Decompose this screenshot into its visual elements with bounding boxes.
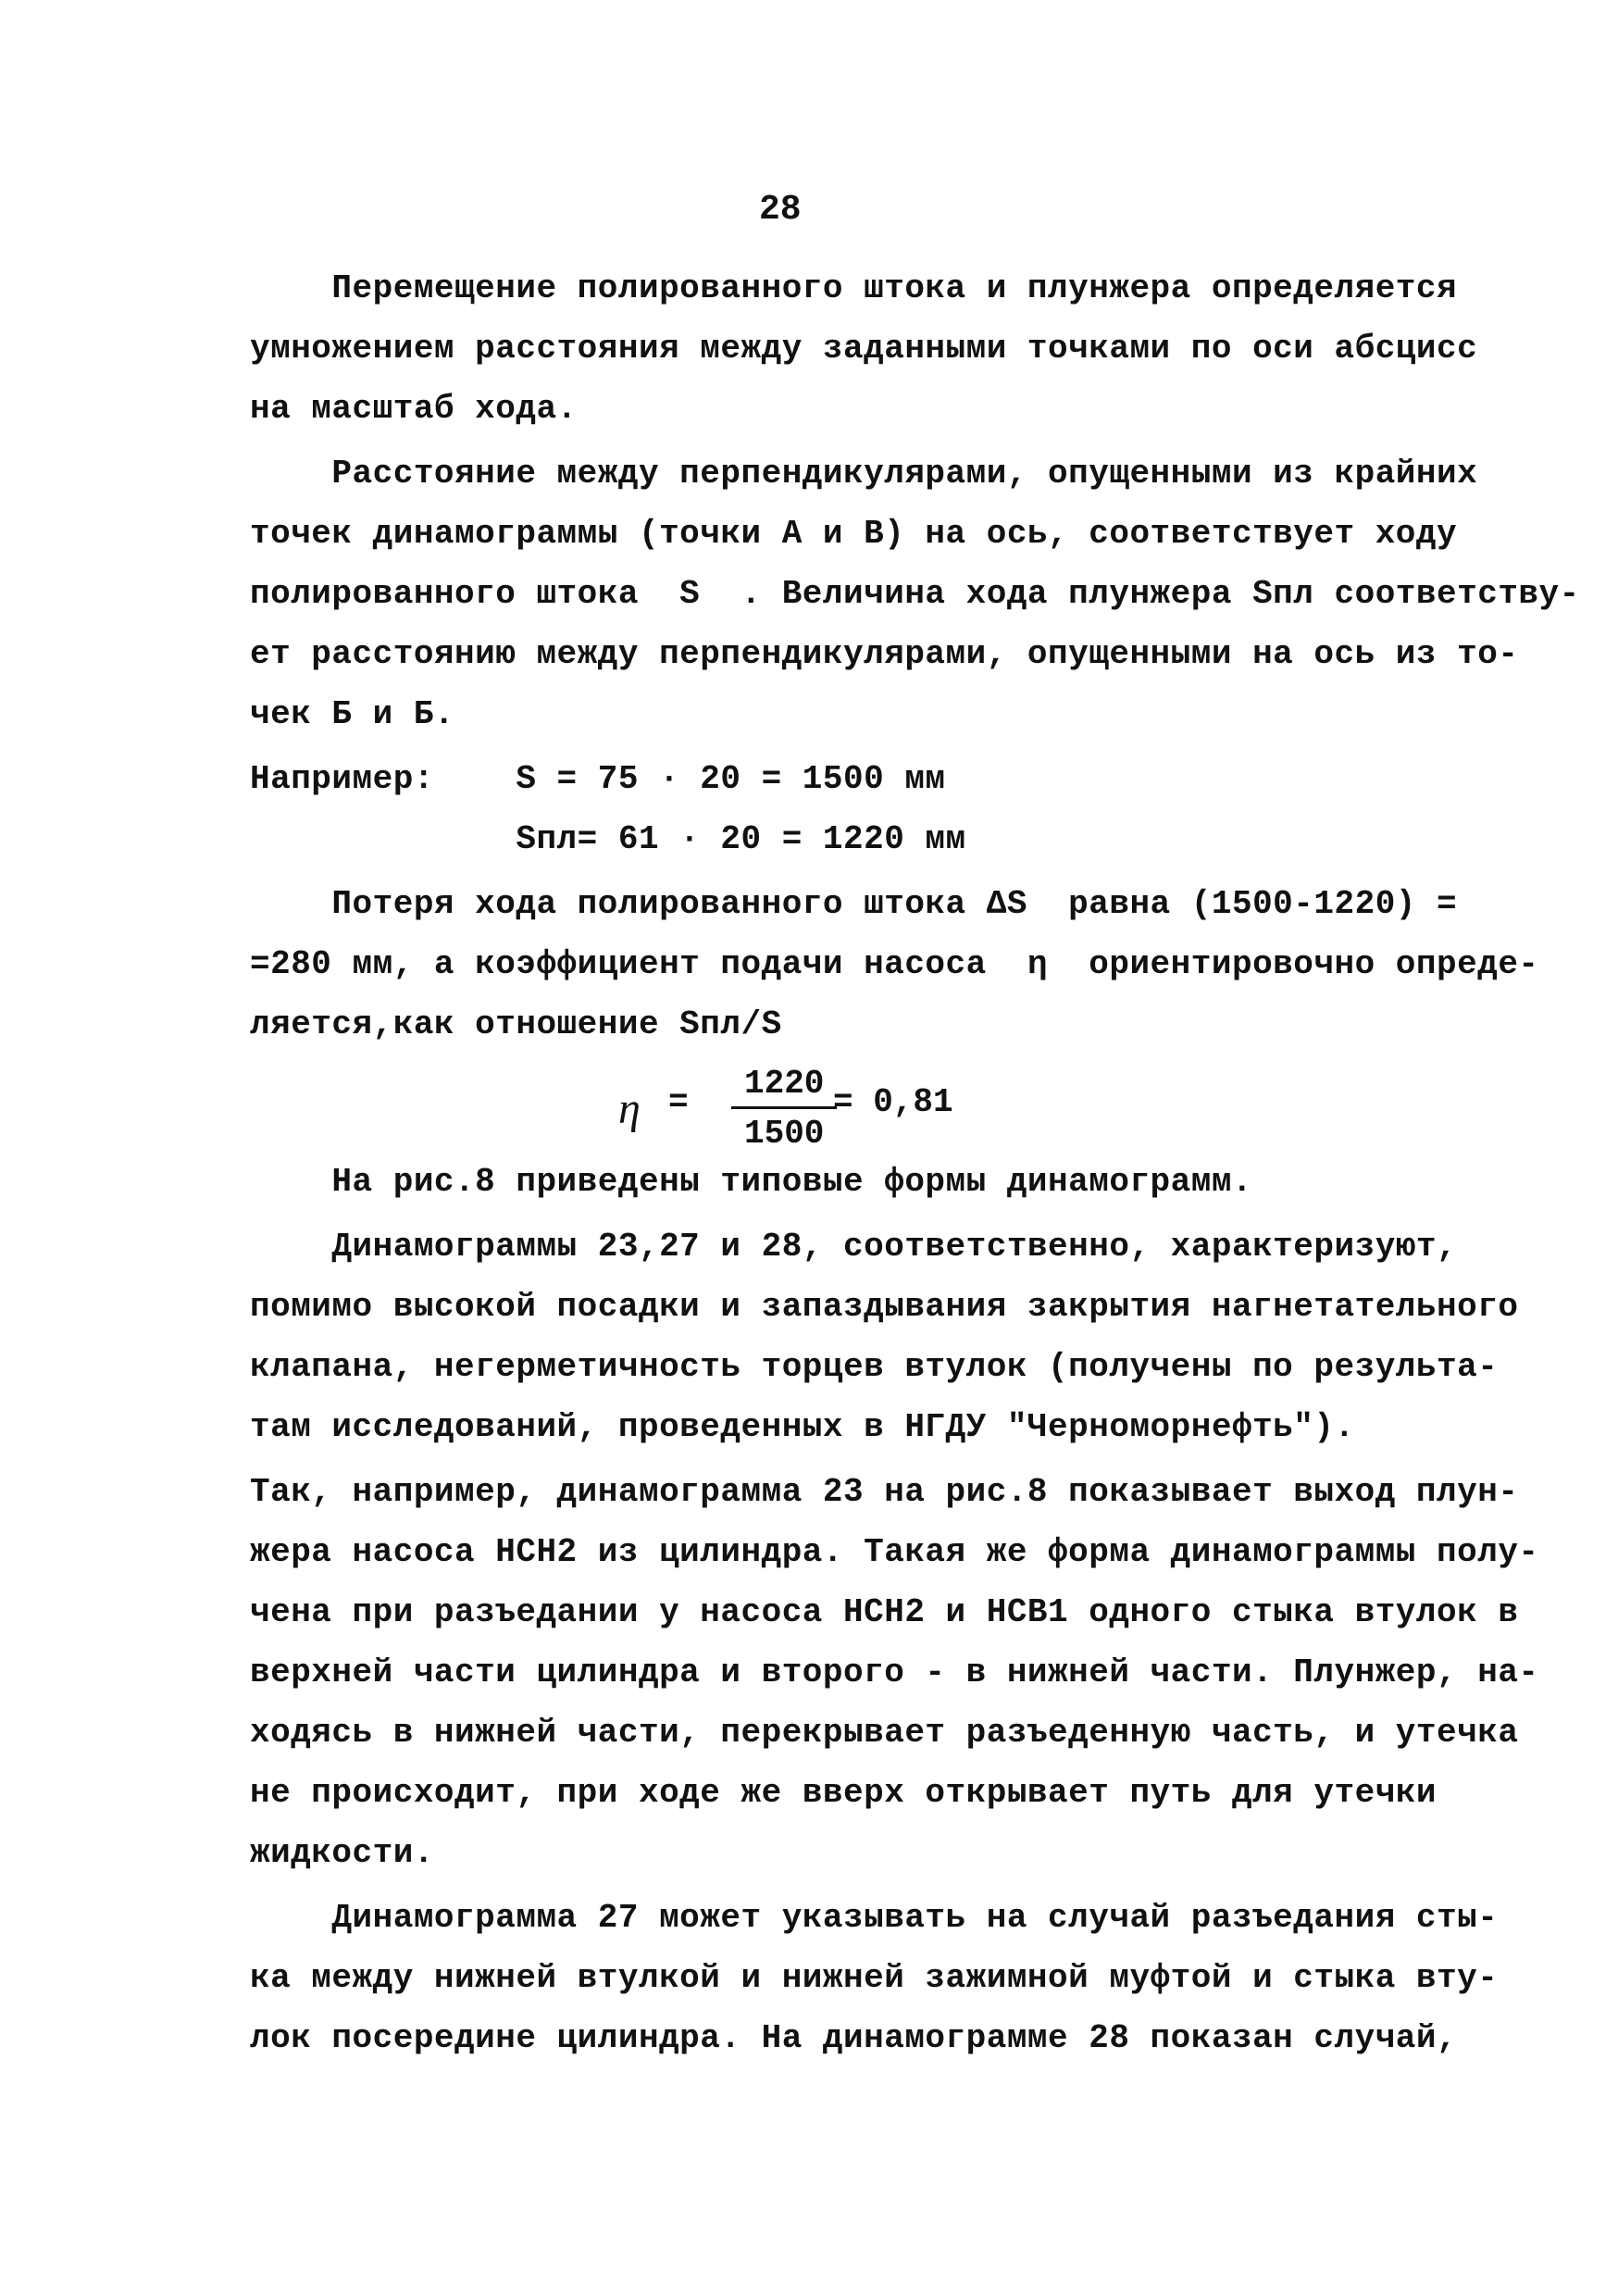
text-line: чена при разъедании у насоса НСН2 и НСВ1 одного стыка втулок в [250, 1593, 1519, 1631]
text-line: Sпл= 61 · 20 = 1220 мм [250, 820, 966, 858]
text-line: умножением расстояния между заданными точками по оси абсцисс [250, 330, 1478, 368]
text-line: на масштаб хода. [250, 390, 578, 428]
text-line: чек Б и Б. [250, 695, 455, 733]
text-line: Например: S = 75 · 20 = 1500 мм [250, 760, 946, 798]
text-line: Расстояние между перпендикулярами, опущенными из крайних [250, 455, 1478, 493]
text-line: жера насоса НСН2 из цилиндра. Такая же форма динамограммы полу- [250, 1533, 1539, 1571]
text-line: Динамограмма 27 может указывать на случай разъедания сты- [250, 1899, 1499, 1937]
formula-result: = 0,81 [833, 1083, 953, 1121]
text-line: =280 мм, а коэффициент подачи насоса η ориентировочно опреде- [250, 945, 1539, 983]
text-line: ходясь в нижней части, перекрывает разъеденную часть, и утечка [250, 1714, 1519, 1752]
text-line: жидкости. [250, 1834, 434, 1872]
formula-equals: = [668, 1083, 689, 1121]
text-line: ет расстоянию между перпендикулярами, опущенными на ось из то- [250, 635, 1519, 673]
text-line: клапана, негерметичность торцев втулок (получены по результа- [250, 1348, 1499, 1386]
formula-fraction [731, 1065, 837, 1153]
text-line: ляется,как отношение Sпл/S [250, 1005, 782, 1043]
text-line: помимо высокой посадки и запаздывания закрытия нагнетательного [250, 1288, 1519, 1326]
text-line: полированного штока S . Величина хода плунжера Sпл соответству- [250, 575, 1580, 613]
formula-numerator: 1220 [731, 1065, 837, 1109]
formula-denominator: 1500 [744, 1115, 825, 1153]
text-line: Динамограммы 23,27 и 28, соответственно, характеризуют, [250, 1228, 1458, 1266]
text-line: На рис.8 приведены типовые формы динамограмм. [250, 1163, 1253, 1201]
text-line: не происходит, при ходе же вверх открывает путь для утечки [250, 1774, 1438, 1812]
text-line: Так, например, динамограмма 23 на рис.8 показывает выход плун- [250, 1473, 1519, 1511]
text-line: Перемещение полированного штока и плунжера определяется [250, 269, 1458, 307]
page-number: 28 [759, 190, 802, 230]
text-line: Потеря хода полированного штока ΔS равна (1500-1220) = [250, 885, 1458, 923]
text-line: лок посередине цилиндра. На динамограмме 28 показан случай, [250, 2019, 1458, 2057]
text-line: там исследований, проведенных в НГДУ "Черноморнефть"). [250, 1408, 1355, 1446]
text-line: ка между нижней втулкой и нижней зажимной муфтой и стыка вту- [250, 1959, 1499, 1997]
text-line: верхней части цилиндра и второго - в нижней части. Плунжер, на- [250, 1653, 1539, 1691]
text-line: точек динамограммы (точки А и В) на ось, соответствует ходу [250, 515, 1458, 553]
formula-eta: η [618, 1084, 641, 1133]
